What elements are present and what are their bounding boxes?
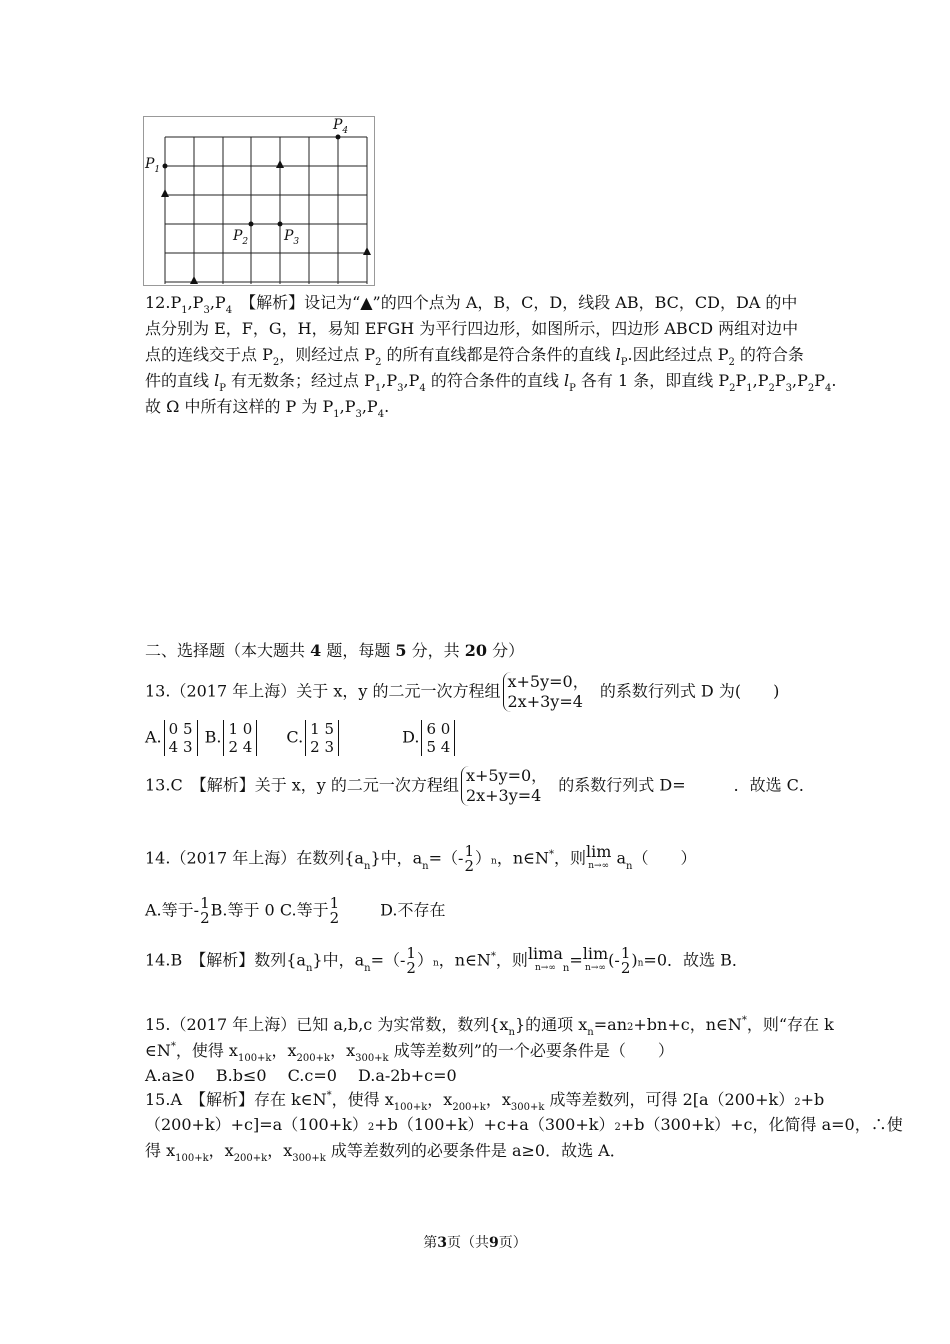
- q13-stem: 13.（2017 年上海）关于 x，y 的二元一次方程组 x+5y=0， 2x+3y=4 的系数行列式 D 为( ): [145, 672, 780, 711]
- equation-system: x+5y=0， 2x+3y=4: [461, 766, 547, 806]
- equation-system: x+5y=0， 2x+3y=4: [503, 672, 589, 712]
- determinant-d: 6 0 5 4: [421, 720, 455, 756]
- q15-answer-line-1: 15.A 【解析】存在 k∈N*，使得 $x_{100+k}$，$x_{200+k}$，$x_{300+k}$ 成等差数列，可得 2[a（200+k）2+b: [145, 1090, 825, 1113]
- q12-line-1: $12.P_1,P_3,P_4$ 【解析】设记为“▲”的四个点为 A，B，C，D，线段 AB，BC，CD，DA 的中: [145, 293, 798, 316]
- q12-line-2: 点分别为 E，F，G，H，易知 EFGH 为平行四边形，如图所示，四边形 ABCD 两组对边中: [145, 319, 799, 338]
- label-p1: $P_1$: [145, 156, 161, 175]
- grid-figure: [143, 116, 376, 286]
- q14-answer: 14.B 【解析】数列$\{a_n\}$中，$a_n=(-$ 1 2 ）n，n∈N*，则 lima n→∞ $_n$= lim n→∞ (- 1 2 )n=0．故选 B．: [145, 944, 748, 977]
- determinant-c: 1 5 2 3: [305, 720, 339, 756]
- q12-line-5: 故 Ω 中所有这样的 P 为 $P_1,P_3,P_4$.: [145, 397, 390, 420]
- determinant-a: 0 5 4 3: [164, 720, 198, 756]
- determinant-b: 1 0 2 4: [223, 720, 257, 756]
- q15-answer-line-2: （200+k）+c]=a（100+k）2+b（100+k）+c+a（300+k）2+b（300+k）+c，化简得 a=0，∴使: [145, 1115, 903, 1134]
- q14-options: A.等于- 1 2 B.等于 0 C.等于 1 2 D.不存在: [145, 894, 446, 927]
- page-footer: 第3页（共9页）: [423, 1235, 527, 1251]
- q15-answer-line-3: 得 $x_{100+k}$，$x_{200+k}$，$x_{300+k}$ 成等差数列的必要条件是 a≥0．故选 A．: [145, 1141, 626, 1164]
- q15-options: A.a≥0 B.b≤0 C.c=0 D.a-2b+c=0: [145, 1066, 457, 1085]
- q13-answer: 13.C 【解析】关于 x，y 的二元一次方程组 x+5y=0， 2x+3y=4 的系数行列式 D= ．故选 C．: [145, 766, 815, 805]
- point-p1: [163, 164, 168, 169]
- point-p2: [249, 222, 254, 227]
- label-p3: $P_3$: [284, 228, 300, 247]
- q14-stem: 14.（2017 年上海）在数列$\{a_n\}$中，$a_n=(-$ 1 2 ）n，n∈N*，则 lim n→∞ $a_n$（ ）: [145, 842, 697, 875]
- q15-stem-line-2: ∈N*，使得 $x_{100+k}$，$x_{200+k}$，$x_{300+k}$ 成等差数列”的一个必要条件是（ ）: [145, 1041, 674, 1064]
- q12-line-3: 点的连线交于点 $P_2$，则经过点 $P_2$ 的所有直线都是符合条件的直线 $l_P$.因此经过点 $P_2$ 的符合条: [145, 345, 804, 368]
- section-heading: 二、选择题（本大题共 4 题，每题 5 分，共 20 分）: [145, 641, 525, 660]
- q12-line-4: 件的直线 $l_P$ 有无数条；经过点 $P_1,P_3,P_4$ 的符合条件的直线 $l_P$ 各有 1 条，即直线 $P_2P_1,P_2P_3,P_2P_4$.: [145, 371, 837, 394]
- point-p4: [336, 135, 341, 140]
- q13-options: A. 0 5 4 3 B. 1 0 2 4 C. 1 5 2 3 D. 6 0 5 4: [145, 720, 457, 756]
- point-p3: [278, 222, 283, 227]
- label-p2: $P_2$: [233, 228, 249, 247]
- label-p4: $P_4$: [333, 117, 349, 136]
- q15-stem-line-1: 15.（2017 年上海）已知 a,b,c 为实常数，数列$\{x_n\}$的通项 $x_n=an2+bn+c$，n∈N*，则“存在 k: [145, 1015, 834, 1038]
